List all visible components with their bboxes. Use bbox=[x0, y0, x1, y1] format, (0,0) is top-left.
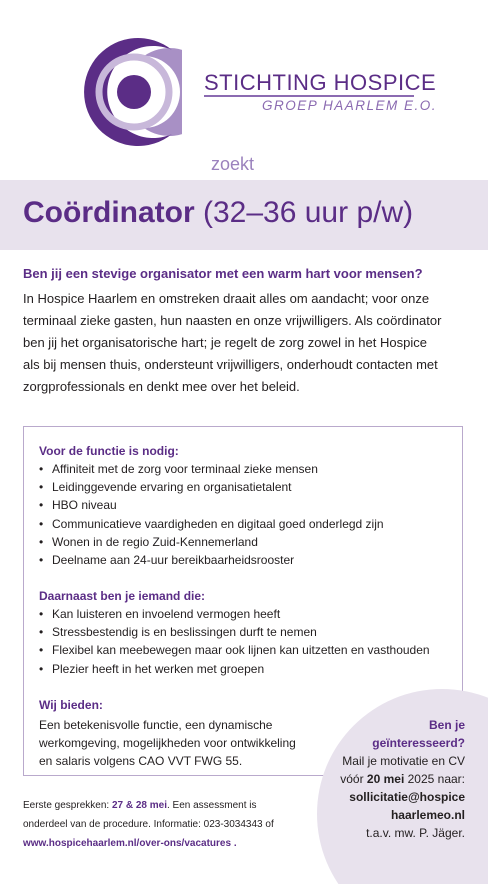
footer-dates: 27 & 28 mei bbox=[111, 800, 167, 811]
cta-deadline-pre: vóór bbox=[340, 772, 367, 786]
org-subtitle: GROEP HAARLEM E.O. bbox=[262, 98, 438, 113]
vacancy-url-link[interactable]: www.hospicehaarlem.nl/over-ons/vacatures . bbox=[23, 838, 237, 849]
requirements-heading: Voor de functie is nodig: bbox=[39, 444, 179, 458]
intro-text bbox=[23, 288, 463, 398]
cta-email-part[interactable]: sollicitatie@hospice bbox=[349, 790, 465, 804]
cta-q-line: Ben je bbox=[428, 718, 465, 732]
requirements-list bbox=[39, 460, 384, 569]
job-title-hours: (32–36 uur p/w) bbox=[203, 196, 414, 229]
cta-line: Mail je motivatie en CV bbox=[342, 754, 465, 768]
hospice-logo-icon bbox=[72, 36, 182, 148]
intro-line: als bij mensen thuis, ondersteunt vrijwilligers, onderhoudt contacten met bbox=[23, 357, 438, 372]
cta-email-part[interactable]: haarlemeo.nl bbox=[390, 808, 465, 822]
footer-text: Eerste gesprekken: bbox=[23, 800, 112, 811]
offer-line: werkomgeving, mogelijkheden voor ontwikkeling bbox=[39, 736, 296, 750]
offer-text bbox=[39, 716, 329, 770]
offer-line: en salaris volgens CAO VVT FWG 55. bbox=[39, 754, 243, 768]
footer-line: onderdeel van de procedure. Informatie: 023-3034343 of bbox=[23, 819, 274, 830]
traits-list bbox=[39, 605, 430, 678]
intro-line: zorgprofessionals en denkt mee over het beleid. bbox=[23, 379, 300, 394]
intro-line: In Hospice Haarlem en omstreken draait alles om aandacht; voor onze bbox=[23, 291, 430, 306]
offer-line: Een betekenisvolle functie, een dynamische bbox=[39, 718, 273, 732]
org-name: STICHTING HOSPICE bbox=[204, 70, 437, 95]
job-title bbox=[23, 196, 413, 230]
traits-heading: Daarnaast ben je iemand die: bbox=[39, 589, 206, 603]
job-title-main: Coördinator bbox=[23, 196, 195, 229]
cta-deadline bbox=[340, 770, 465, 788]
footer bbox=[23, 796, 274, 853]
footer-text: . Een assessment is bbox=[166, 800, 257, 811]
list-item: • Flexibel kan meebewegen maar ook lijnen kan uitzetten en vasthouden bbox=[39, 641, 430, 659]
org-divider bbox=[204, 95, 414, 97]
list-item: • Wonen in de regio Zuid-Kennemerland bbox=[39, 533, 384, 551]
cta-attention: t.a.v. mw. P. Jäger. bbox=[366, 826, 465, 840]
intro-line: terminaal zieke gasten, hun naasten en onze vrijwilligers. Als coördinator bbox=[23, 313, 442, 328]
list-item: • Plezier heeft in het werken met groepen bbox=[39, 660, 430, 678]
intro-line: ben jij het organisatorische hart; je regelt de zorg zowel in het Hospice bbox=[23, 335, 427, 350]
cta-question bbox=[372, 716, 465, 752]
intro-question: Ben jij een stevige organisator met een warm hart voor mensen? bbox=[23, 266, 423, 281]
list-item: • Deelname aan 24-uur bereikbaarheidsrooster bbox=[39, 551, 384, 569]
cta-deadline-date: 20 mei bbox=[366, 772, 405, 786]
list-item: • Affiniteit met de zorg voor terminaal zieke mensen bbox=[39, 460, 384, 478]
offer-heading: Wij bieden: bbox=[39, 698, 103, 712]
list-item: • Stressbestendig is en beslissingen durft te nemen bbox=[39, 623, 430, 641]
footer-line bbox=[23, 796, 274, 815]
cta-email-link[interactable] bbox=[340, 806, 465, 824]
cta-body bbox=[340, 752, 465, 842]
list-item: • HBO niveau bbox=[39, 496, 384, 514]
cta-q-line: geïnteresseerd? bbox=[372, 736, 465, 750]
list-item: • Kan luisteren en invoelend vermogen heeft bbox=[39, 605, 430, 623]
cta-email-link[interactable] bbox=[340, 788, 465, 806]
list-item: • Communicatieve vaardigheden en digitaal goed onderlegd zijn bbox=[39, 515, 384, 533]
zoekt-label: zoekt bbox=[211, 154, 255, 174]
cta-deadline-post: 2025 naar: bbox=[404, 772, 465, 786]
list-item: • Leidinggevende ervaring en organisatietalent bbox=[39, 478, 384, 496]
